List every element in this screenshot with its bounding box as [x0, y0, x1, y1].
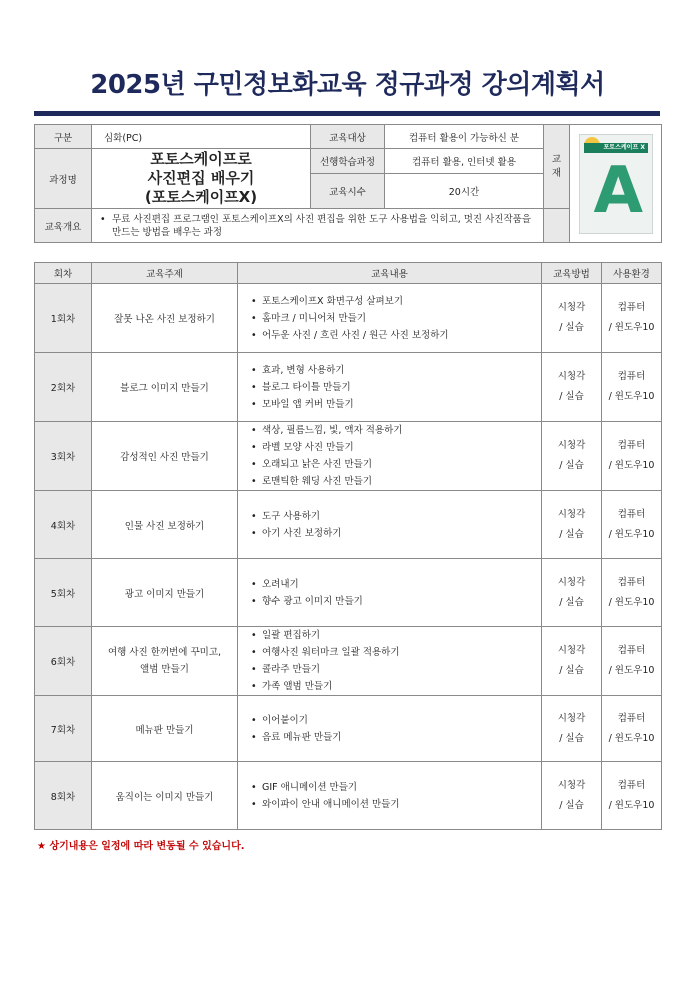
prereq-label: 선행학습과정 [311, 149, 385, 174]
topic-cell: 잘못 나온 사진 보정하기 [92, 284, 238, 353]
list-item: • 포토스케이프X 화면구성 살펴보기 [262, 293, 541, 310]
list-item: • 어두운 사진 / 흐린 사진 / 원근 사진 보정하기 [262, 327, 541, 344]
target-value: 컴퓨터 활용이 가능하신 분 [385, 125, 544, 149]
table-row [35, 559, 662, 627]
prereq-value: 컴퓨터 활용, 인터넷 활용 [385, 149, 544, 174]
overview-label: 교육개요 [35, 209, 92, 243]
list-item: • 이어붙이기 [262, 712, 541, 729]
content-cell [238, 559, 542, 627]
environment-line1: 컴퓨터 [617, 779, 646, 791]
method-line1: 시청각 [557, 440, 586, 451]
star-icon: ★ [37, 841, 46, 852]
overview-text: 무료 사진편집 프로그램인 포토스케이프X의 사진 편집을 위한 도구 사용법을 익히고, 멋진 사진작품을 만드는 방법을 배우는 과정 [112, 213, 532, 238]
method-line1: 시청각 [557, 645, 586, 656]
method-line1: 시청각 [557, 371, 586, 382]
course-name-line2: 사진편집 배우기 [147, 169, 255, 187]
list-item: • 음료 메뉴판 만들기 [262, 729, 541, 746]
content-cell [238, 627, 542, 696]
book-cover-title: 포토스케이프 X [603, 143, 645, 151]
topic-cell: 블로그 이미지 만들기 [92, 353, 238, 422]
environment-line2: / 윈도우10 [608, 528, 655, 540]
environment-line2: / 윈도우10 [608, 665, 655, 676]
list-item: • 홈마크 / 미니어처 만들기 [262, 310, 541, 327]
list-item: • 모바일 앱 커버 만들기 [262, 396, 541, 413]
page-title: 2025년 구민정보화교육 정규과정 강의계획서 [90, 70, 605, 100]
footnote [37, 837, 245, 852]
session-cell: 2회차 [35, 353, 92, 422]
book-cover-letter-graphic: A [593, 153, 644, 228]
method-line1: 시청각 [557, 508, 586, 520]
table-row [35, 696, 662, 762]
header-environment: 사용환경 [602, 263, 662, 284]
method-cell [542, 627, 602, 696]
method-line2: / 실습 [559, 799, 584, 811]
target-label: 교육대상 [311, 125, 385, 149]
list-item: • 효과, 변형 사용하기 [262, 362, 541, 379]
environment-cell [602, 762, 662, 830]
environment-line1: 컴퓨터 [617, 576, 646, 588]
course-name-line1: 포토스케이프로 [150, 150, 252, 168]
session-cell: 6회차 [35, 627, 92, 696]
method-line2: / 실습 [559, 596, 584, 608]
title-underline [34, 111, 660, 116]
method-cell [542, 422, 602, 491]
method-cell [542, 696, 602, 762]
table-row [35, 284, 662, 353]
table-row [35, 353, 662, 422]
textbook-label-text: 교재 [551, 153, 562, 179]
overview-bullet: • [100, 213, 106, 225]
course-label: 과정명 [35, 149, 92, 209]
method-line2: / 실습 [559, 322, 584, 333]
method-line2: / 실습 [559, 528, 584, 540]
list-item: • 라벨 모양 사진 만들기 [262, 439, 541, 456]
content-cell [238, 762, 542, 830]
method-line2: / 실습 [559, 732, 584, 744]
method-line1: 시청각 [557, 576, 586, 588]
topic-cell [92, 627, 238, 696]
topic-line1: 여행 사진 한꺼번에 꾸미고, [107, 647, 222, 658]
session-cell: 4회차 [35, 491, 92, 559]
method-cell [542, 559, 602, 627]
category-label: 구분 [35, 125, 92, 149]
topic-line2: 앨범 만들기 [140, 664, 189, 675]
content-cell [238, 422, 542, 491]
table-row [35, 762, 662, 830]
textbook-cover-image [579, 134, 653, 234]
table-row [35, 627, 662, 696]
environment-line2: / 윈도우10 [608, 732, 655, 744]
topic-cell: 광고 이미지 만들기 [92, 559, 238, 627]
method-line1: 시청각 [557, 779, 586, 791]
environment-line2: / 윈도우10 [608, 391, 655, 402]
list-item: • 도구 사용하기 [262, 508, 541, 525]
overview-cell [92, 209, 544, 243]
content-cell [238, 284, 542, 353]
environment-line1: 컴퓨터 [617, 645, 646, 656]
method-cell [542, 491, 602, 559]
list-item: • 아기 사진 보정하기 [262, 525, 541, 542]
environment-line2: / 윈도우10 [608, 460, 655, 471]
header-content: 교육내용 [238, 263, 542, 284]
method-cell [542, 284, 602, 353]
header-method: 교육방법 [542, 263, 602, 284]
list-item: • 와이파이 안내 애니메이션 만들기 [262, 796, 541, 813]
environment-cell [602, 422, 662, 491]
method-line1: 시청각 [557, 712, 586, 724]
list-item: • 오래되고 낡은 사진 만들기 [262, 456, 541, 473]
environment-line1: 컴퓨터 [617, 440, 646, 451]
textbook-label [544, 125, 570, 209]
content-cell [238, 696, 542, 762]
schedule-table [34, 262, 662, 830]
textbook-cover-cell [570, 125, 662, 243]
content-cell [238, 491, 542, 559]
environment-cell [602, 353, 662, 422]
category-value: 심화(PC) [92, 125, 311, 149]
list-item: • 블로그 타이틀 만들기 [262, 379, 541, 396]
topic-cell: 메뉴판 만들기 [92, 696, 238, 762]
environment-line1: 컴퓨터 [617, 302, 646, 313]
list-item: • 콜라주 만들기 [262, 661, 541, 678]
session-cell: 7회차 [35, 696, 92, 762]
header-session: 회차 [35, 263, 92, 284]
table-row [35, 422, 662, 491]
environment-line1: 컴퓨터 [617, 508, 646, 520]
list-item: • 여행사진 워터마크 일괄 적용하기 [262, 644, 541, 661]
environment-cell [602, 696, 662, 762]
environment-line2: / 윈도우10 [608, 799, 655, 811]
method-cell [542, 353, 602, 422]
list-item: • 색상, 필름느낌, 빛, 액자 적용하기 [262, 422, 541, 439]
list-item: • 향수 광고 이미지 만들기 [262, 593, 541, 610]
environment-cell [602, 627, 662, 696]
session-cell: 8회차 [35, 762, 92, 830]
environment-cell [602, 284, 662, 353]
list-item: • GIF 애니메이션 만들기 [262, 779, 541, 796]
list-item: • 로맨틱한 웨딩 사진 만들기 [262, 473, 541, 490]
method-cell [542, 762, 602, 830]
topic-cell: 감성적인 사진 만들기 [92, 422, 238, 491]
footnote-text: 상기내용은 일정에 따라 변동될 수 있습니다. [49, 841, 245, 852]
course-name-line3: (포토스케이프X) [144, 188, 258, 206]
method-line1: 시청각 [557, 302, 586, 313]
textbook-label-spacer [544, 209, 570, 243]
session-cell: 5회차 [35, 559, 92, 627]
environment-line2: / 윈도우10 [608, 596, 655, 608]
course-name [92, 149, 311, 209]
topic-cell: 움직이는 이미지 만들기 [92, 762, 238, 830]
hours-label: 교육시수 [311, 174, 385, 209]
environment-line1: 컴퓨터 [617, 371, 646, 382]
course-info-table [34, 124, 662, 243]
method-line2: / 실습 [559, 665, 584, 676]
environment-line2: / 윈도우10 [608, 322, 655, 333]
list-item: • 가족 앨범 만들기 [262, 678, 541, 695]
list-item: • 일괄 편집하기 [262, 627, 541, 644]
method-line2: / 실습 [559, 391, 584, 402]
content-cell [238, 353, 542, 422]
list-item: • 오려내기 [262, 576, 541, 593]
table-row [35, 491, 662, 559]
session-cell: 1회차 [35, 284, 92, 353]
environment-cell [602, 559, 662, 627]
environment-line1: 컴퓨터 [617, 712, 646, 724]
header-topic: 교육주제 [92, 263, 238, 284]
environment-cell [602, 491, 662, 559]
method-line2: / 실습 [559, 460, 584, 471]
topic-cell: 인물 사진 보정하기 [92, 491, 238, 559]
hours-value: 20시간 [385, 174, 544, 209]
session-cell: 3회차 [35, 422, 92, 491]
